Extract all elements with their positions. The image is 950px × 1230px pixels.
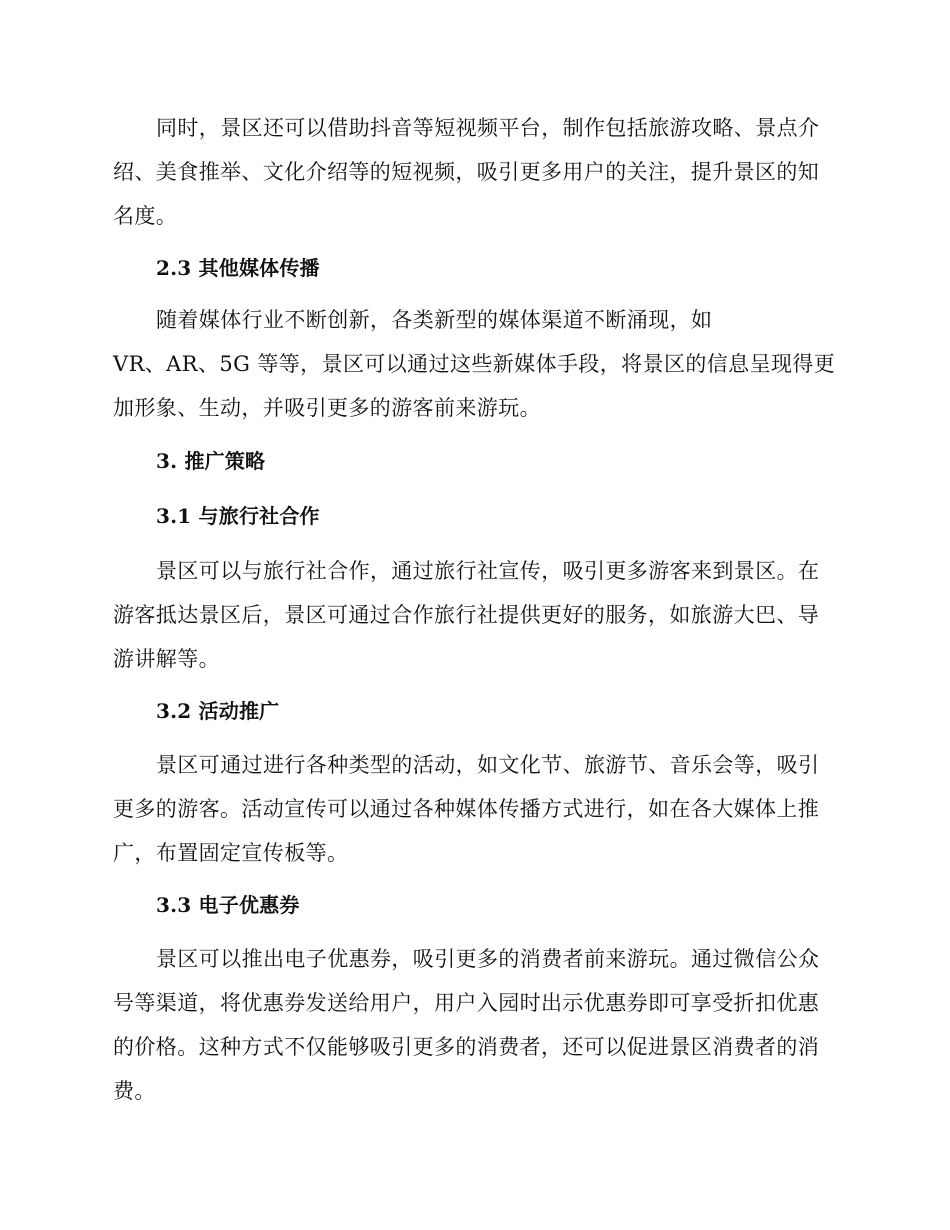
paragraph-line: 号等渠道，将优惠券发送给用户，用户入园时出示优惠券即可享受折扣优惠: [113, 991, 820, 1015]
paragraph-line: 同时，景区还可以借助抖音等短视频平台，制作包括旅游攻略、景点介: [156, 116, 820, 140]
paragraph-e-coupons: [113, 937, 833, 1113]
section-heading-3-3: 3.3 电子优惠券: [156, 893, 300, 917]
paragraph-short-video-platforms: [113, 106, 833, 238]
paragraph-line: 游客抵达景区后，景区可通过合作旅行社提供更好的服务，如旅游大巴、导: [113, 603, 820, 627]
paragraph-line: VR、AR、5G 等等，景区可以通过这些新媒体手段，将景区的信息呈现得更: [113, 352, 836, 376]
paragraph-line: 名度。: [113, 204, 178, 228]
paragraph-new-media: [113, 298, 836, 430]
paragraph-event-promotion: [113, 743, 833, 875]
paragraph-line: 绍、美食推举、文化介绍等的短视频，吸引更多用户的关注，提升景区的知: [113, 160, 820, 184]
paragraph-line: 景区可以与旅行社合作，通过旅行社宣传，吸引更多游客来到景区。在: [156, 559, 820, 583]
section-heading-3-1: 3.1 与旅行社合作: [156, 504, 320, 528]
section-heading-2-3: 2.3 其他媒体传播: [156, 256, 320, 280]
paragraph-line: 景区可以推出电子优惠券，吸引更多的消费者前来游玩。通过微信公众: [156, 947, 820, 971]
paragraph-line: 广，布置固定宣传板等。: [113, 841, 349, 865]
section-heading-3-2: 3.2 活动推广: [156, 699, 280, 723]
paragraph-line: 随着媒体行业不断创新，各类新型的媒体渠道不断涌现，如: [156, 308, 713, 332]
paragraph-line: 游讲解等。: [113, 647, 220, 671]
paragraph-line: 景区可通过进行各种类型的活动，如文化节、旅游节、音乐会等，吸引: [156, 753, 820, 777]
paragraph-line: 费。: [113, 1079, 156, 1103]
section-heading-3: 3. 推广策略: [156, 449, 266, 473]
paragraph-travel-agency: [113, 549, 833, 681]
paragraph-line: 更多的游客。活动宣传可以通过各种媒体传播方式进行，如在各大媒体上推: [113, 797, 820, 821]
paragraph-line: 的价格。这种方式不仅能够吸引更多的消费者，还可以促进景区消费者的消: [113, 1035, 820, 1059]
paragraph-line: 加形象、生动，并吸引更多的游客前来游玩。: [113, 396, 541, 420]
